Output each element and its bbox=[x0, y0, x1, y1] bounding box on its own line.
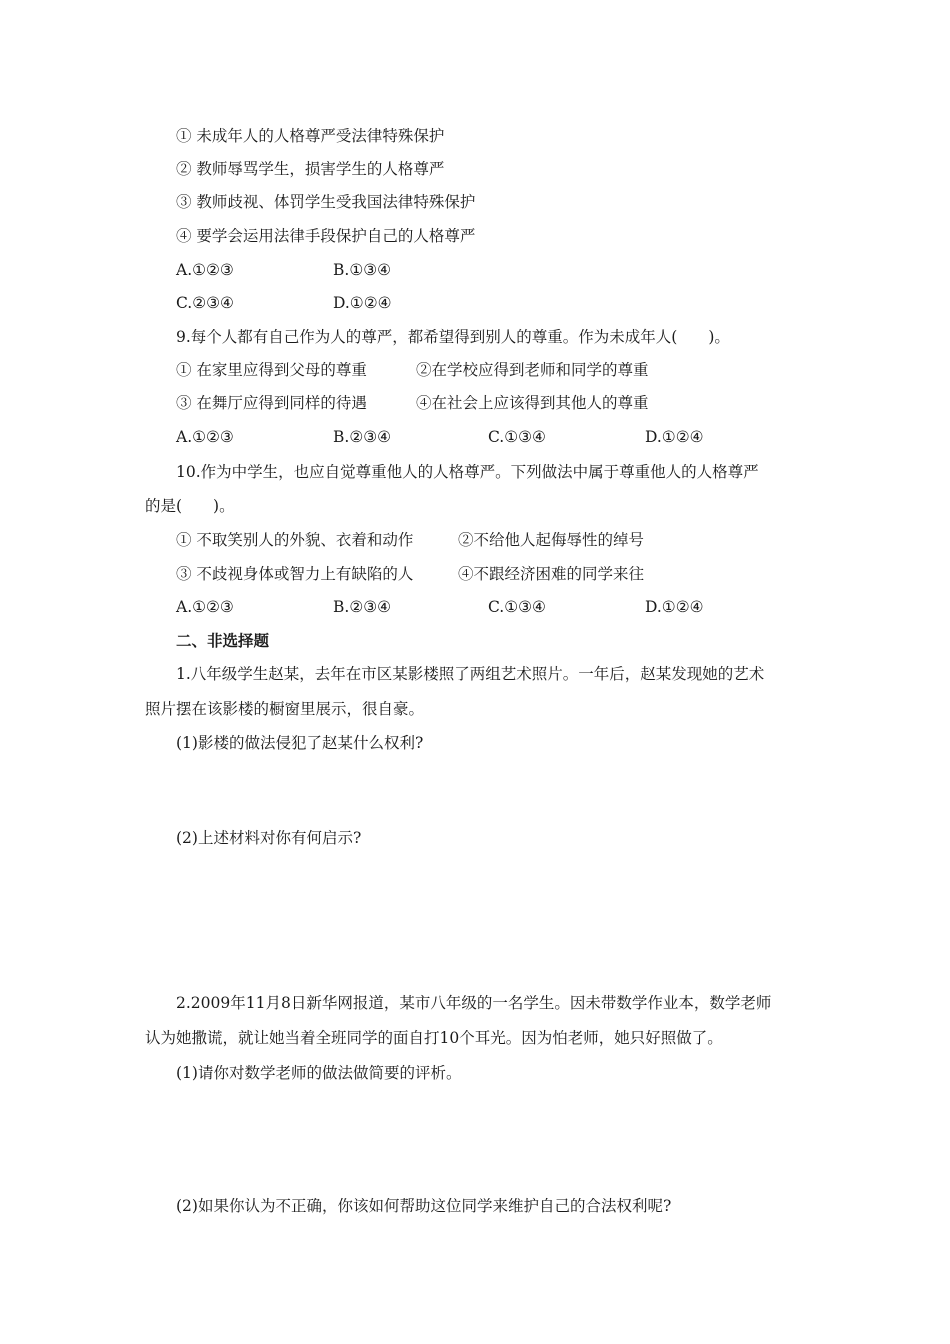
q10-stem-line-1: 10.作为中学生，也应自觉尊重他人的人格尊严。下列做法中属于尊重他人的人格尊严 bbox=[176, 463, 759, 481]
q8-statement-4: ④ 要学会运用法律手段保护自己的人格尊严 bbox=[176, 227, 476, 245]
q8-statement-1: ① 未成年人的人格尊严受法律特殊保护 bbox=[176, 127, 445, 145]
q9-option-c: C.①③④ bbox=[488, 428, 546, 446]
q9-option-d: D.①②④ bbox=[645, 428, 704, 446]
p1-sub-question-2: (2)上述材料对你有何启示? bbox=[176, 829, 362, 847]
q9-option-a: A.①②③ bbox=[176, 428, 234, 446]
q8-option-d: D.①②④ bbox=[333, 294, 392, 312]
q9-statement-3: ③ 在舞厅应得到同样的待遇 bbox=[176, 394, 367, 412]
q10-option-b: B.②③④ bbox=[333, 598, 392, 616]
q8-option-b: B.①③④ bbox=[333, 261, 392, 279]
p1-line-1: 1.八年级学生赵某，去年在市区某影楼照了两组艺术照片。一年后，赵某发现她的艺术 bbox=[176, 665, 765, 683]
q10-stem-line-2: 的是( )。 bbox=[145, 497, 235, 515]
q10-statement-2: ②不给他人起侮辱性的绰号 bbox=[458, 531, 645, 549]
q9-statement-4: ④在社会上应该得到其他人的尊重 bbox=[416, 394, 649, 412]
q10-statement-1: ① 不取笑别人的外貌、衣着和动作 bbox=[176, 531, 414, 549]
p2-line-2: 认为她撒谎，就让她当着全班同学的面自打10个耳光。因为怕老师，她只好照做了。 bbox=[145, 1029, 723, 1047]
q9-option-b: B.②③④ bbox=[333, 428, 392, 446]
q10-option-c: C.①③④ bbox=[488, 598, 546, 616]
p1-sub-question-1: (1)影楼的做法侵犯了赵某什么权利? bbox=[176, 734, 424, 752]
q9-statement-2: ②在学校应得到老师和同学的尊重 bbox=[416, 361, 649, 379]
q10-statement-3: ③ 不歧视身体或智力上有缺陷的人 bbox=[176, 565, 414, 583]
p2-line-1: 2.2009年11月8日新华网报道，某市八年级的一名学生。因未带数学作业本，数学老师 bbox=[176, 994, 772, 1012]
q8-statement-3: ③ 教师歧视、体罚学生受我国法律特殊保护 bbox=[176, 193, 476, 211]
p1-line-2: 照片摆在该影楼的橱窗里展示，很自豪。 bbox=[145, 700, 425, 718]
q10-statement-4: ④不跟经济困难的同学来往 bbox=[458, 565, 645, 583]
p2-sub-question-1: (1)请你对数学老师的做法做简要的评析。 bbox=[176, 1064, 462, 1082]
q8-statement-2: ② 教师辱骂学生，损害学生的人格尊严 bbox=[176, 160, 445, 178]
p2-sub-question-2: (2)如果你认为不正确，你该如何帮助这位同学来维护自己的合法权利呢? bbox=[176, 1197, 672, 1215]
q9-stem: 9.每个人都有自己作为人的尊严，都希望得到别人的尊重。作为未成年人( )。 bbox=[176, 328, 730, 346]
q10-option-d: D.①②④ bbox=[645, 598, 704, 616]
q8-option-a: A.①②③ bbox=[176, 261, 234, 279]
q8-option-c: C.②③④ bbox=[176, 294, 234, 312]
q10-option-a: A.①②③ bbox=[176, 598, 234, 616]
q9-statement-1: ① 在家里应得到父母的尊重 bbox=[176, 361, 367, 379]
section-2-title: 二、非选择题 bbox=[176, 632, 270, 650]
